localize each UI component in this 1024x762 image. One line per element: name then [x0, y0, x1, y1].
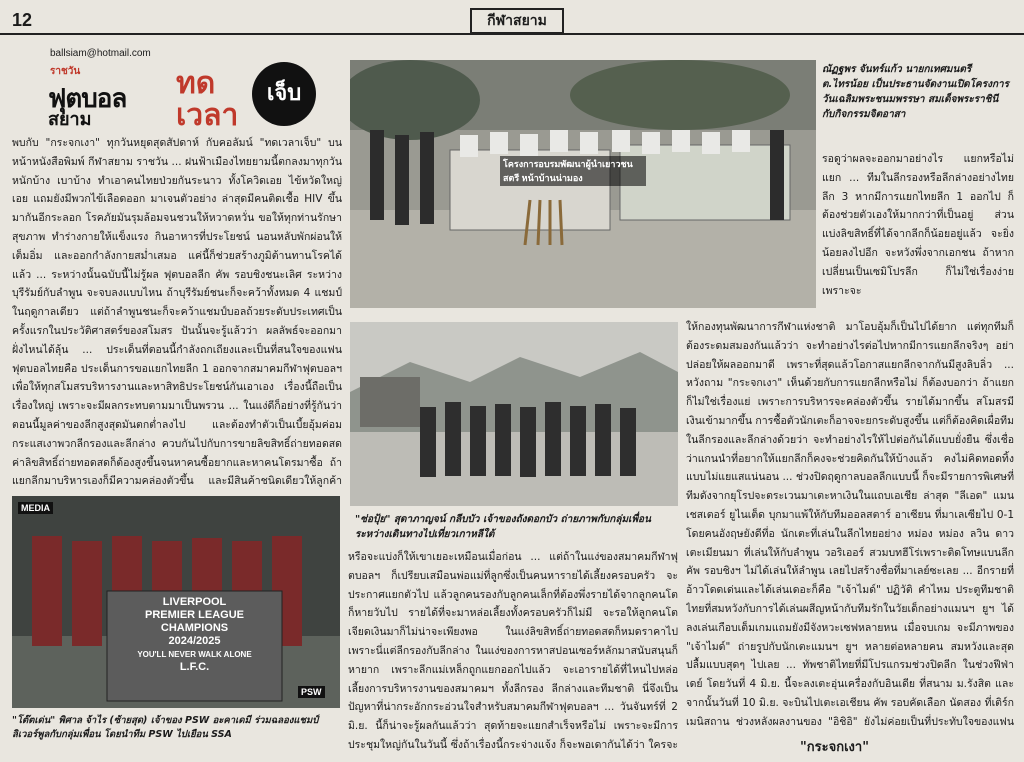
- photo-ceremony: [350, 60, 816, 308]
- caption-korea: "ซ่อปุ้ย" สุดาภาญจน์ กลีบบัว เจ้าของถังดอกบัว ถ่ายภาพกับกลุ่มเพื่อนระหว่างเดินทางไปเที่ยวเกาหลีใต้: [355, 514, 651, 540]
- article-left-text: พบกับ "กระจกเงา" ทุกวันหยุดสุดสัปดาห์ กับคอลัมน์ "ทดเวลาเจ็บ" บนหน้าหนังสือพิมพ์ กีฬาสยาม ราชวัน ... ฝนฟ้าเมืองไทยยามนี้ตกลงมาทุกวัน หนักบ้าง เบาบ้าง ทำเอาคนไทยป่วยกันระนาว ทั้งโควิดเอย ไข้หวัดใหญ่เอย แถมยังมีพวกไข้เลือดออก มาเจนตัวอย่าง ล่าสุดมีคนติดเชื้อ HIV ขึ้นมากันอีกระลอก โรคภัยมันรุมล้อมจนชวนให้หวาดหวั่น ขอให้ทุกท่านรักษาสุขภาพ ทำร่างกายให้แข็งแรง กินอาหารที่ประโยชน์ นอนหลับพักผ่อนให้เต็มอิ่ม และออกกำลังกายสม่ำเสมอ แค่นี้ก็ช่วยสร้างภูมิต้านทานโรคได้แล้ว ... ระหว่างนั้นฉบับนี้ไม่รู้ผล ฟุตบอลลีก คัพ รอบชิงชนะเลิศ ระหว่างบุรีรัมย์กับลำพูน จะจบลงแบบไหน ถ้าบุรีรัมย์ชนะก็จะคว้าทั้งหมด 4 แชมป์ในฤดูกาลเดียว แต่ถ้าลำพูนชนะก็จะคว้าแชมป์บอลถ้วยระดับประเทศเป็นครั้งแรกในประวัติศาสตร์ของสโมสร ปันนั้นจะรู้แล้วว่า ผลลัพธ์จะออกมาฝั่งไหนได้ลุ้น ... ประเด็นที่ตอนนี้กำลังถกเถียงและเป็นที่สนใจของแฟนฟุตบอลไทยคือ ประเด็นการขอแยกไทยลีก 1 ออกจากสมาคมกีฬาฟุตบอลฯ เพื่อให้ทุกสโมสรบริหารงานและหาสิทธิประโยชน์กันเอาเอง เรื่องนี้ถือเป็นเรื่องใหญ่ เพราะจะมีผลกระทบตามมาเป็นพรวน ... ในแง่ดีก็อย่างที่รู้กันว่า ตอนนี้มูลค่าของลีกสูงสุดมันตกต่ำลงไป และต้องทำตัวเป็นเบี้ยอุ้มค่อม กระแสเงาพวกลีกรองและลีกล่าง ควบกันไปกับการขายลิขสิทธิ์ถ่ายทอดสด ค่าลิขสิทธิ์ถ่ายทอดสดก็ต้องสูงขึ้นจนหาคนซื้อยากและหาคนโตรมาซื้อ ถ้าแยกลีกมาบริหารเองก็มีความคล่องตัวขึ้น และมีสินค้าชนิดเดียวให้ลูกค้า: [12, 137, 342, 488]
- liverpool-banner: [112, 596, 277, 674]
- article-mid-text: หรือจะแบ่งก็ให้เขาเยอะเหมือนเมื่อก่อน ... แต่ถ้าในแง่ของสมาคมกีฬาฟุตบอลฯ ก็เปรียบเสมือนพ่อแม่ที่ลูกซึ่งเป็นคนหารายได้เลี้ยงครอบครัว จะประกาศแยกตัวไป แล้วลูกคนรองกับลูกคนเล็กที่ต้องพึ่งรายได้จากลูกคนโต ก็หายวับไป รายได้ที่จะมาหล่อเลี้ยงทั้งครอบครัวก็ไม่มี จะรอให้ลูกคนโตเจียดเงินมาก็ไม่น่าจะเพียงพอ ในแง่ลิขสิทธิ์ถ่ายทอดสดก็หมดราคาไป เพราะนี่แต่ลีกรองกับลีกล่าง ในแง่ของการหาสปอนเซอร์หลักมาสนับสนุนก็หายาก เพราะลีกแม่เหล็กถูกแยกออกไปแล้ว จะเอารายได้ที่ไหนไปหล่อเลี้ยงการบริหารงานของสมาคมฯ ทั้งลีกรอง ลีกล่างและทีมชาติ นี่จึงเป็นปัญหาที่น่ากระอักกระอ่วนใจสำหรับสมาคมกีฬาฟุตบอลฯ ... วันจันทร์ที่ 2 มิ.ย. นี้ก็น่าจะรู้ผลกันแล้วว่า สุดท้ายจะแยกสำเร็จหรือไม่ เพราะจะมีการประชุมใหญ่กันในวันนี้ ซึ่งถ้าเรื่องนี้กระจ่างแจ้ง ก็จะพอเดากันได้ว่า ใครจะ: [348, 551, 678, 751]
- banner-line-5: YOU'LL NEVER WALK ALONE: [137, 650, 252, 659]
- photo-korea-trip: [350, 322, 678, 506]
- article-right-wide-text: ให้กองทุนพัฒนาการกีฬาแห่งชาติ มาโอบอุ้มก็เป็นไปได้ยาก แต่ทุกทีมก็ต้องระดมสมองกันแล้วว่า จะทำอย่างไรต่อไปหากมีการแยกลีกจริงๆ อย่าปล่อยให้ผลออกมาดี เพราะที่สุดแล้วโอกาสแยกลีกจากกันมีสูงลิบลิ่ว ... หวังถาม "กระจกเงา" เห็นด้วยกับการแยกลีกหรือไม่ ก็ต้องบอกว่า ถ้าแยกก็ไม่ใช่เรื่องแย่ เพราะการบริหารจะคล่องตัวขึ้น รายได้มากขึ้น สโมสรมีเงินเข้ามากขึ้น การซื้อตัวนักเตะก็อาจจะยกระดับสูงขึ้น แต่ก็ต้องคิดเผื่อทีมในลีกรองและลีกล่างด้วยว่า จะทำอย่างไรให้ไปต่อกันได้แบบยั่งยืน ซึ่งเชื่อว่าแกนนำที่อยากให้แยกลีกก็คงจะช่วยคิดกันให้บ้างแล้ว คงไม่คิดทอดทิ้งแบบไม่แยแสแน่นอน ... ช่วงปิดฤดูกาลบอลลีกแบบนี้ ก็จะมีรายการพิเศษที่ทีมดังจากยุโรปจะตระเวนมาเตะหาเงินในแถบเอเชีย ล่าสุด "ลีเอด" แมนเชสเตอร์ ยูไนเต็ด บุกมาแพ้ให้กับทีมออลสตาร์ อาเซียน ที่มาเลเซียไป 0-1 โดยคนอังฤษยังดีที่อ นักเตะที่เล่นในลีกไทยอย่าง หม่อง หม่อง ลวิน ดาวเตะเมียนมา ที่เล่นให้กับลำพูน วอริเออร์ สวมบทฮีโร่เพราะติดโทษแบนลีก คัพ รอบชิงฯ ไม่ได้เล่นให้ลำพูน เลยไปสร้างชื่อที่มาเลย์ซะเลย ... อีกรายที่อ้าวโดดเด่นและได้เล่นเดอะก็คือ "เจ้าไมด์" ปฏิวัติ คำไหม ประตูทีมชาติไทยที่สมหวังกับการได้เล่นผสีญหน้ากับทีมรักในวัยเด็กอย่างแมนฯ ยูฯ ได้ลงเล่นเกือบเต็มเกมแถมยังมีจังหวะเซฟหลายหน เมื่อจบเกม จะมีภาพของ "เจ้าไมด์" ถ่ายรูปกับนักเตะแมนฯ ยูฯ หลายต่อหลายคน สมหวังและสุดปลื้มแบบสุดๆ ไปเลย ... ทัพชาติไทยที่มีโปรแกรมช่วงปิดลีก ในช่วงฟีฟ่าเดย์ โดยวันที่ 4 มิ.ย. นี้จะลงเตะอุ่นเครื่องกับอินเดีย ที่สนาม ม.รังสิต และจากนั้นวันที่ 10 มิ.ย. จะบินไปเตะเอเชียน คัพ รอบคัดเลือก นัดสอง ที่เติร์กเมนิสถาน ช่วงหลังผลงานของ "อิชิอิ" ยังไม่ค่อยเป็นที่ประทับใจของแฟน: [686, 321, 1014, 728]
- logo-siam: สยาม: [48, 109, 92, 130]
- psw-corner-tag: PSW: [298, 686, 325, 698]
- caption-ceremony: ณัฏฐพร จันทร์แก้ว นายกเทศมนตรี ต.ไทรน้อย เป็นประธานจัดงานเปิดโครงการวันเฉลิมพระชนมพรรษา สมเด็จพระราชินี กับกิจกรรมจิตอาสา: [822, 64, 1010, 120]
- logo-red-bottom: เวลา: [176, 98, 239, 133]
- photo-korea-graphic: [350, 322, 678, 506]
- article-right-top-text: รอดูว่าผลจะออกมาอย่างไร แยกหรือไม่แยก ... ทีมในลีกรองหรือลีกล่างอย่างไทยลีก 3 หากมีการแยกไทยลีก 1 ออกไป ก็ต้องช่วยตัวเองให้มากกว่าที่เป็นอยู่ ส่วนแบ่งลิขสิทธิ์ที่ได้จากลีกก็น้อยอยู่แล้ว จะยิ่งน้อยลงไปอีก จะหวังพึ่งจากเอกชน ถ้าหากเปลี่ยนเป็นเซมิโปรลีก ก็ไม่ใช่เรื่องง่าย เพราะจะ: [822, 153, 1014, 297]
- column-email: ballsiam@hotmail.com: [50, 48, 151, 59]
- caption-liverpool: "โต๊ตเด่น" พิศาล จ้าไร (ซ้ายสุด) เจ้าของ PSW อะคาเดมี ร่วมฉลองแชมป์ลิเวอร์พูลกับกลุ่มเพื่อน โดยนำทีม PSW ไปเยือน SSA: [12, 715, 319, 740]
- photo-liverpool: [12, 496, 340, 708]
- article-right-wide: [686, 318, 1014, 732]
- article-mid-column: [348, 548, 678, 754]
- logo-red-top: ทด: [176, 66, 216, 101]
- logo-small-text: ราชวัน: [50, 66, 81, 77]
- article-left-column: [12, 134, 342, 490]
- logo-circle: เจ็บ: [252, 62, 316, 126]
- column-byline: "กระจกเงา": [800, 740, 869, 755]
- paper-name: กีฬาสยาม: [470, 8, 564, 34]
- ceremony-banner-text: โครงการอบรมพัฒนาผู้นำเยาวชนสตรี หน้าบ้านน่ามอง: [500, 156, 646, 186]
- banner-line-2: PREMIER LEAGUE: [144, 609, 244, 621]
- logo-football: ฟุตบอล: [48, 84, 127, 114]
- banner-line-1: LIVERPOOL: [162, 596, 227, 608]
- header-rule: [0, 33, 1024, 35]
- article-right-top: [822, 150, 1014, 312]
- banner-line-4: 2024/2025: [168, 635, 221, 647]
- page-number: 12: [12, 10, 33, 30]
- media-watermark: MEDIA: [18, 502, 53, 514]
- lfc-crest: L.F.C.: [179, 661, 210, 673]
- banner-line-3: CHAMPIONS: [160, 622, 229, 634]
